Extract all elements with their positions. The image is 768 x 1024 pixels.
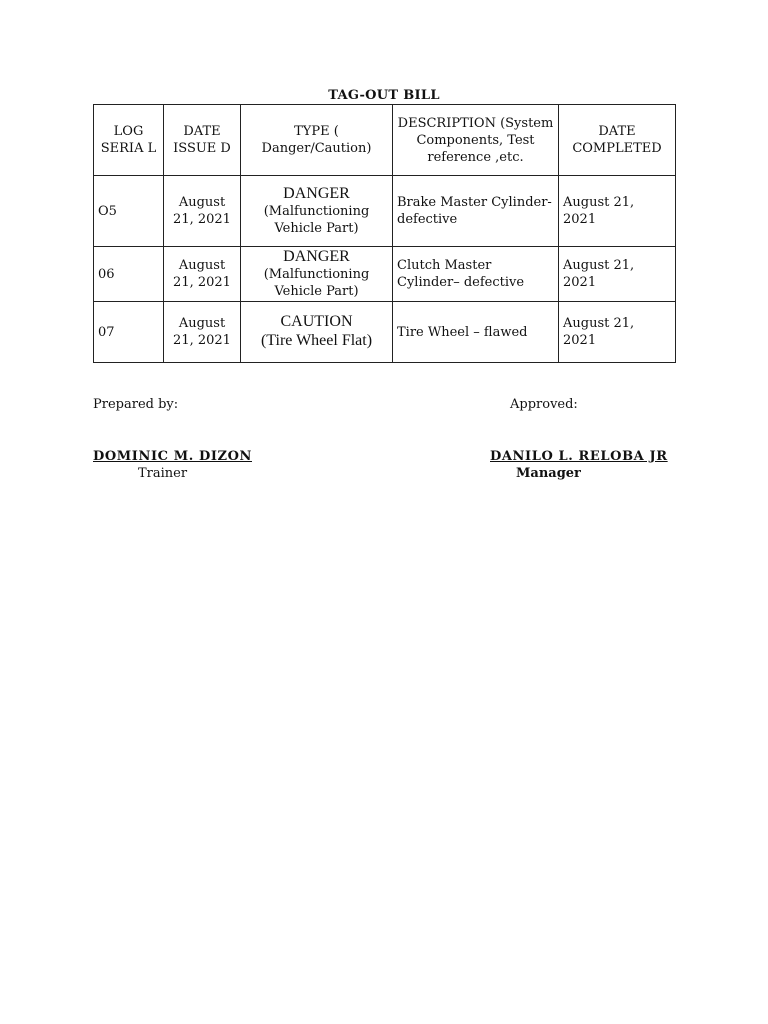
preparer-name: DOMINIC M. DIZON [93,449,252,464]
tag-out-table [93,104,676,363]
cell-description: Brake Master Cylinder- defective [393,176,559,247]
cell-date-issued: August 21, 2021 [164,176,241,247]
type-detail: (Tire Wheel Flat) [260,332,373,349]
header-date-issued: DATE ISSUE D [164,105,241,176]
cell-type [241,247,393,302]
cell-serial: 06 [94,247,164,302]
cell-date-completed: August 21, 2021 [559,176,676,247]
header-type: TYPE ( Danger/Caution) [241,105,393,176]
document-title: TAG-OUT BILL [328,88,440,103]
type-label: DANGER [283,248,350,265]
table-row [94,176,676,247]
preparer-role: Trainer [138,466,188,481]
approved-label: Approved: [510,397,578,412]
table-row [94,302,676,363]
type-label: DANGER [283,185,350,202]
cell-date-completed: August 21, 2021 [559,302,676,363]
cell-type [241,302,393,363]
cell-description: Clutch Master Cylinder– defective [393,247,559,302]
type-label: CAUTION [280,313,353,330]
header-date-completed: DATE COMPLETED [559,105,676,176]
header-description: DESCRIPTION (System Components, Test reference ,etc. [393,105,559,176]
cell-serial: 07 [94,302,164,363]
approver-name: DANILO L. RELOBA JR [490,449,668,464]
type-detail: (Malfunctioning Vehicle Part) [263,204,370,236]
table-header-row [94,105,676,176]
type-detail: (Malfunctioning Vehicle Part) [263,267,370,299]
prepared-by-label: Prepared by: [93,397,179,412]
header-log-serial: LOG SERIA L [94,105,164,176]
cell-date-completed: August 21, 2021 [559,247,676,302]
approver-role: Manager [516,466,581,481]
cell-date-issued: August 21, 2021 [164,302,241,363]
cell-description: Tire Wheel – flawed [393,302,559,363]
cell-date-issued: August 21, 2021 [164,247,241,302]
table-row [94,247,676,302]
cell-type [241,176,393,247]
cell-serial: O5 [94,176,164,247]
